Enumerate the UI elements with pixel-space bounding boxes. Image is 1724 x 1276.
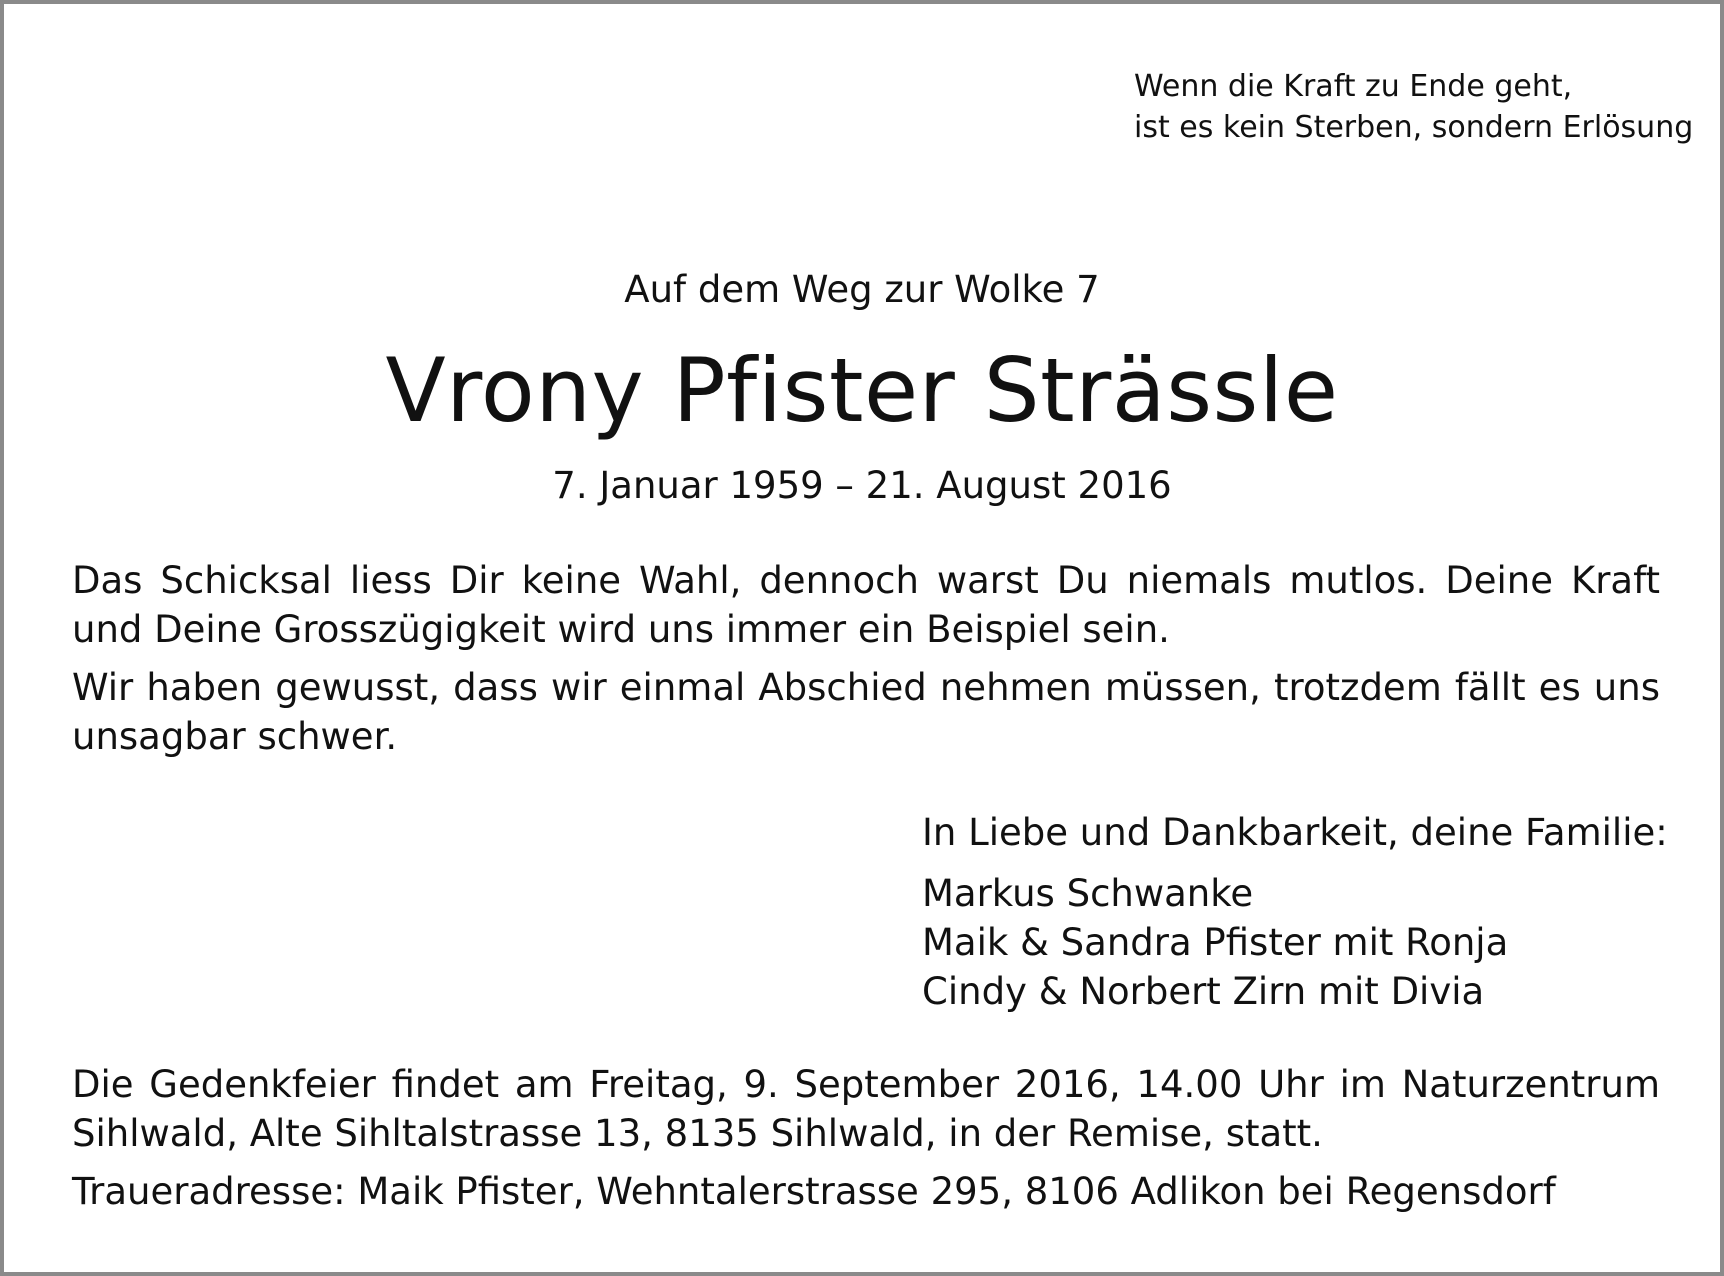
family-signature: [922, 808, 1668, 1016]
paragraph-farewell: Wir haben gewusst, dass wir einmal Abschied nehmen müssen, trotzdem fällt es uns unsagbar schwer.: [72, 666, 1660, 758]
family-member: Maik & Sandra Pfister mit Ronja: [922, 921, 1509, 964]
family-member: Cindy & Norbert Zirn mit Divia: [922, 970, 1485, 1013]
memorial-announcement: Die Gedenkfeier findet am Freitag, 9. September 2016, 14.00 Uhr im Naturzentrum Sihlwald, Alte Sihltalstrasse 13, 8135 Sihlwald, in der Remise, statt.: [72, 1063, 1660, 1155]
family-member: Markus Schwanke: [922, 872, 1254, 915]
paragraph-fate: Das Schicksal liess Dir keine Wahl, dennoch warst Du niemals mutlos. Deine Kraft und Deine Grosszügigkeit wird uns immer ein Beispiel sein.: [72, 559, 1660, 651]
life-dates: 7. Januar 1959 – 21. August 2016: [552, 464, 1172, 507]
motto-line-2: ist es kein Sterben, sondern Erlösung: [1134, 110, 1694, 145]
mourning-address: Traueradresse: Maik Pfister, Wehntalerstrasse 295, 8106 Adlikon bei Regensdorf: [72, 1170, 1556, 1213]
deceased-name: Vrony Pfister Strässle: [385, 339, 1339, 442]
motto-line-1: Wenn die Kraft zu Ende geht,: [1134, 69, 1573, 104]
closing-line: In Liebe und Dankbarkeit, deine Familie:: [922, 811, 1668, 854]
motto-quote: [1134, 66, 1694, 148]
subtitle: Auf dem Weg zur Wolke 7: [624, 268, 1100, 311]
